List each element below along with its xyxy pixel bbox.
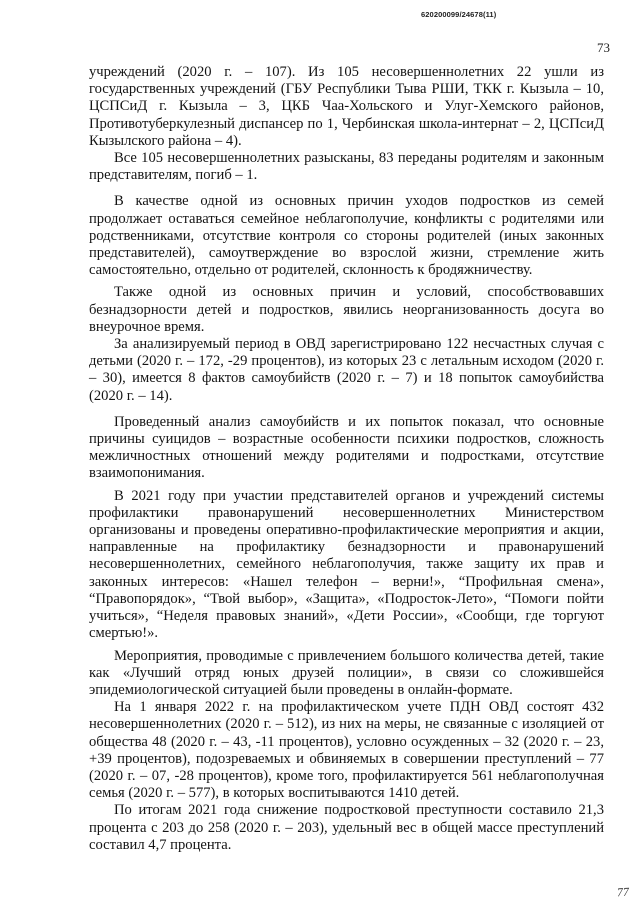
paragraph: Все 105 несовершеннолетних разысканы, 83 переданы родителям и законным представителям, погиб – 1.: [89, 150, 604, 184]
handwritten-mark: 77: [616, 884, 630, 900]
paragraph: Мероприятия, проводимые с привлечением большого количества детей, такие как «Лучший отряд юных друзей полиции», в связи со сложившейся эпидемиологической ситуацией были проведены в онлайн-формате.: [89, 647, 604, 698]
paragraph: учреждений (2020 г. – 107). Из 105 несовершеннолетних 22 ушли из государственных учреждений (ГБУ Республики Тыва РШИ, ТКК г. Кызыла – 10, ЦСПСиД г. Кызыла – 3, ЦКБ Чаа-Хольского и Улуг-Хемского районов, Противотуберкулезный диспансер по 1, Чербинская школа-интернат – 2, ЦСПсиД Кызылского района – 4).: [89, 64, 604, 149]
paragraph: На 1 января 2022 г. на профилактическом учете ПДН ОВД состоят 432 несовершеннолетних (2020 г. – 512), из них на меры, не связанные с изоляцией от общества 48 (2020 г. – 43, -11 процентов), условно осужденных – 32 (2020 г. – 23, +39 процентов), подозреваемых и обвиняемых в совершении преступлений – 77 (2020 г. – 07, -28 процентов), кроме того, профилактируется 561 неблагополучная семья (2020 г. – 577), в которых воспитываются 1410 детей.: [89, 699, 604, 802]
document-body: [89, 64, 604, 854]
paragraph: Также одной из основных причин и условий, способствовавших безнадзорности детей и подростков, явились неорганизованность досуга во внеурочное время.: [89, 284, 604, 335]
paragraph: За анализируемый период в ОВД зарегистрировано 122 несчастных случая с детьми (2020 г. – 172, -29 процентов), из которых 23 с летальным исходом (2020 г. – 30), имеется 8 фактов самоубийств (2020 г. – 7) и 18 попыток самоубийства (2020 г. – 14).: [89, 336, 604, 404]
paragraph: По итогам 2021 года снижение подростковой преступности составило 21,3 процента с 203 до 258 (2020 г. – 203), удельный вес в общей массе преступлений составил 4,7 процента.: [89, 802, 604, 853]
page-number: 73: [597, 40, 610, 55]
document-id: 620200099/24678(11): [421, 10, 497, 19]
paragraph: В качестве одной из основных причин уходов подростков из семей продолжает оставаться семейное неблагополучие, конфликты с родителями или родственниками, отсутствие контроля со стороны родителей (иных законных представителей), самоутверждение во взрослой жизни, стремление жить самостоятельно, отдельно от родителей, склонность к бродяжничеству.: [89, 193, 604, 279]
paragraph: Проведенный анализ самоубийств и их попыток показал, что основные причины суицидов – возрастные особенности психики подростков, сложность межличностных отношений между родителями и подростками, отсутствие взаимопонимания.: [89, 413, 604, 482]
paragraph: В 2021 году при участии представителей органов и учреждений системы профилактики правонарушений несовершеннолетних Министерством организованы и проведены оперативно-профилактические мероприятия и акции, направленные на профилактику безнадзорности и правонарушений несовершеннолетних, семейного неблагополучия, также защиту их прав и законных интересов: «Нашел телефон – верни!», “Профильная смена», “Правопорядок», “Твой выбор», «Защита», «Подросток-Лето», “Помоги пойти учиться», “Неделя правовых знаний», «Дети России», «Сообщи, где торгуют смертью!».: [89, 487, 604, 642]
